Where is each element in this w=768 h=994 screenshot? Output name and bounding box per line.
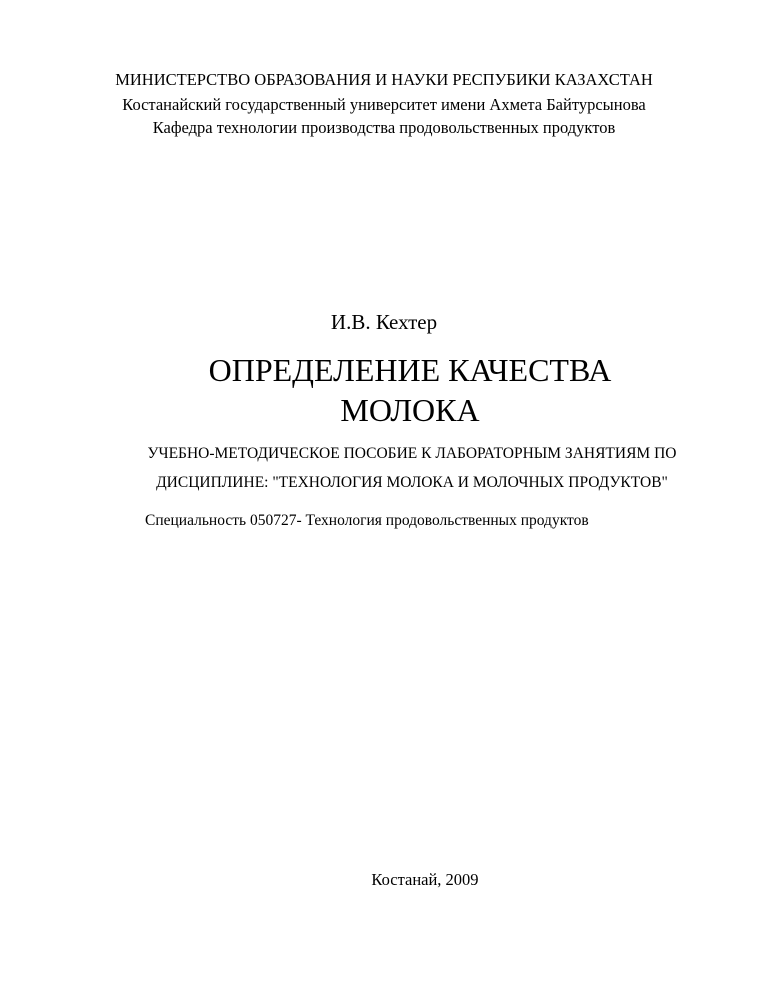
specialty-line: Специальность 050727- Технология продовольственных продуктов: [145, 512, 589, 529]
document-subtitle-line-2: ДИСЦИПЛИНЕ: "ТЕХНОЛОГИЯ МОЛОКА И МОЛОЧНЫХ ПРОДУКТОВ": [156, 474, 668, 491]
document-subtitle-line-1: УЧЕБНО-МЕТОДИЧЕСКОЕ ПОСОБИЕ К ЛАБОРАТОРНЫМ ЗАНЯТИЯМ ПО: [147, 445, 677, 462]
document-title-line-1: ОПРЕДЕЛЕНИЕ КАЧЕСТВА: [208, 352, 612, 388]
author-name: И.В. Кехтер: [330, 310, 438, 334]
university-heading: Костанайский государственный университет имени Ахмета Байтурсынова: [122, 95, 646, 114]
city-year: Костанай, 2009: [371, 870, 479, 889]
department-heading: Кафедра технологии производства продовольственных продуктов: [152, 118, 616, 137]
document-title-line-2: МОЛОКА: [340, 392, 480, 428]
ministry-heading: МИНИСТЕРСТВО ОБРАЗОВАНИЯ И НАУКИ РЕСПУБИКИ КАЗАХСТАН: [115, 70, 653, 89]
